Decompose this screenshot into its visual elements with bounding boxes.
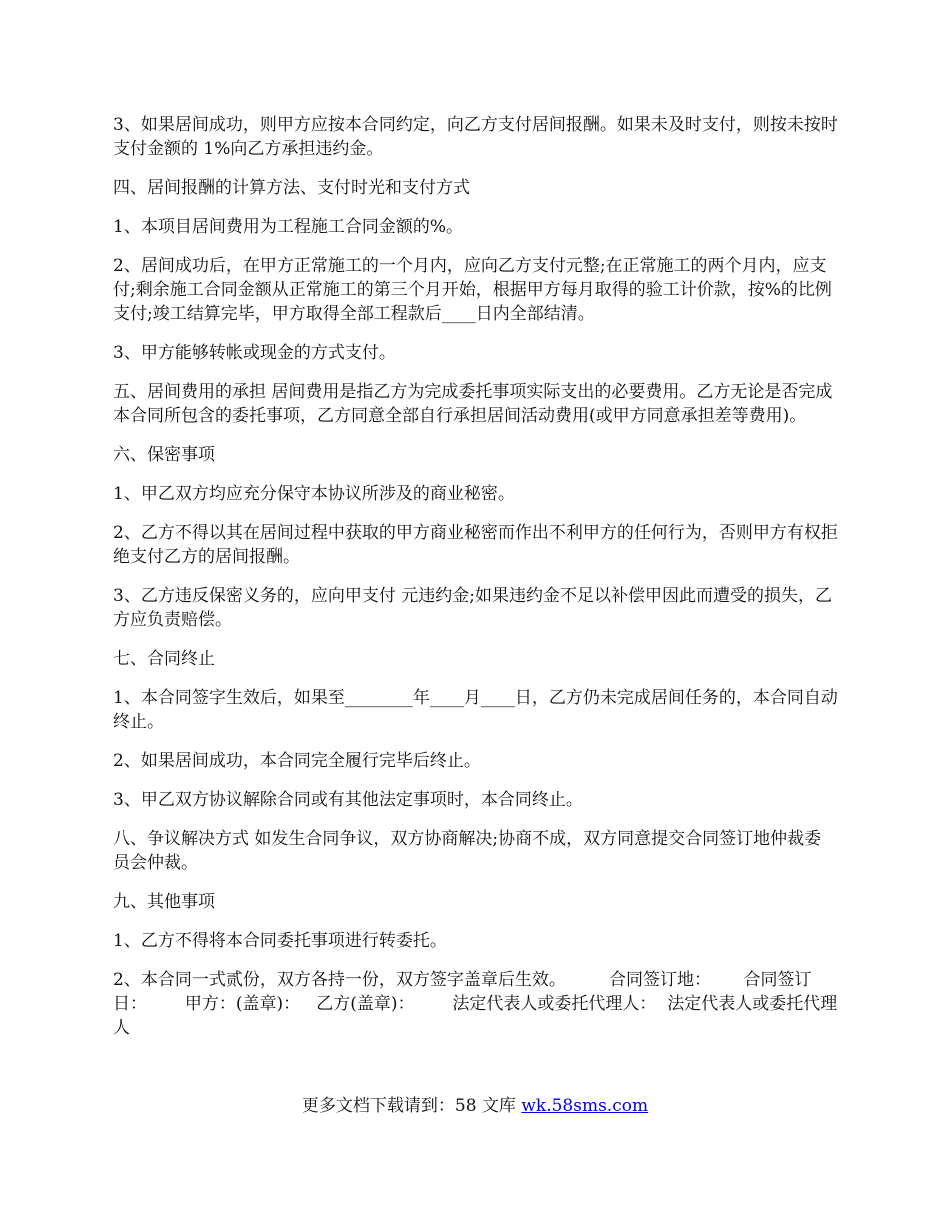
paragraph: 1、甲乙双方均应充分保守本协议所涉及的商业秘密。	[113, 484, 515, 504]
section-heading: 六、保密事项	[113, 445, 215, 465]
section-heading: 七、合同终止	[113, 649, 215, 669]
paragraph: 3、甲方能够转帐或现金的方式支付。	[113, 343, 396, 363]
paragraph: 八、争议解决方式 如发生合同争议，双方协商解决;协商不成，双方同意提交合同签订地仲裁委员会仲裁。	[113, 829, 822, 873]
paragraph: 3、甲乙双方协议解除合同或有其他法定事项时，本合同终止。	[113, 790, 583, 810]
signature-paragraph: 2、本合同一式贰份，双方各持一份，双方签字盖章后生效。 合同签订地： 合同签订日： 甲方：(盖章)： 乙方(盖章)： 法定代表人或委托代理人： 法定代表人或委托代理人	[113, 970, 838, 1038]
paragraph: 五、居间费用的承担 居间费用是指乙方为完成委托事项实际支出的必要费用。乙方无论是否完成本合同所包含的委托事项，乙方同意全部自行承担居间活动费用(或甲方同意承担差等费用)。	[113, 382, 833, 426]
paragraph: 1、本合同签字生效后，如果至________年____月____日，乙方仍未完成居间任务的，本合同自动终止。	[113, 688, 838, 732]
section-heading: 四、居间报酬的计算方法、支付时光和支付方式	[113, 178, 470, 198]
paragraph: 3、如果居间成功，则甲方应按本合同约定，向乙方支付居间报酬。如果未及时支付，则按未按时支付金额的 1%向乙方承担违约金。	[113, 115, 838, 159]
download-footer	[0, 1094, 950, 1118]
paragraph: 3、乙方违反保密义务的，应向甲支付 元违约金;如果违约金不足以补偿甲因此而遭受的损失，乙方应负责赔偿。	[113, 586, 832, 630]
paragraph: 2、如果居间成功，本合同完全履行完毕后终止。	[113, 751, 481, 771]
paragraph: 2、居间成功后，在甲方正常施工的一个月内，应向乙方支付元整;在正常施工的两个月内，应支付;剩余施工合同金额从正常施工的第三个月开始，根据甲方每月取得的验工计价款，按%的比例支付;竣工结算完毕，甲方取得全部工程款后____日内全部结清。	[113, 256, 832, 324]
footer-text: 更多文档下载请到：58 文库	[301, 1096, 522, 1116]
paragraph: 1、本项目居间费用为工程施工合同金额的%。	[113, 217, 463, 237]
section-heading: 九、其他事项	[113, 892, 215, 912]
paragraph: 2、乙方不得以其在居间过程中获取的甲方商业秘密而作出不利甲方的任何行为，否则甲方有权拒绝支付乙方的居间报酬。	[113, 523, 838, 567]
document-body	[113, 113, 838, 1055]
footer-link[interactable]: wk.58sms.com	[521, 1096, 649, 1116]
paragraph: 1、乙方不得将本合同委托事项进行转委托。	[113, 931, 447, 951]
